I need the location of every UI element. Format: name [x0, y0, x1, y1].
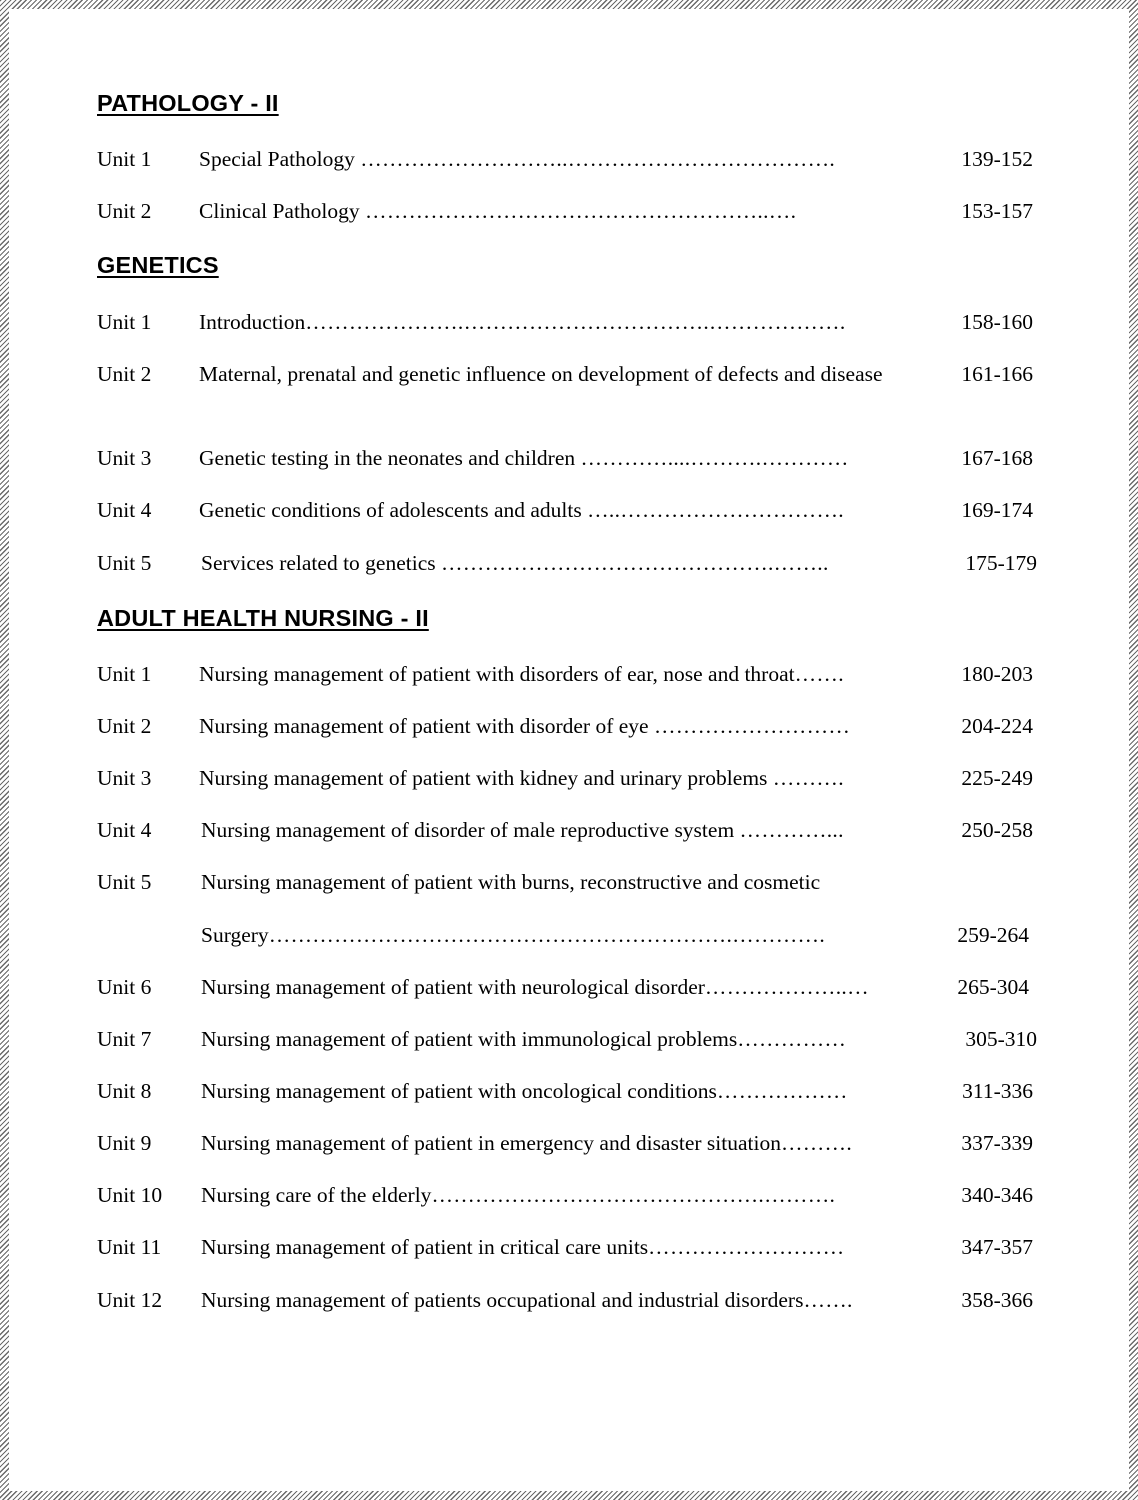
page-range: 259-264 — [957, 923, 1029, 947]
leader-dots: ……. — [794, 662, 844, 686]
leader-dots: …………… — [737, 1027, 847, 1051]
unit-title: Clinical Pathology ………………………………………………..…. — [199, 199, 797, 223]
unit-title: Nursing management of patient with oncological conditions……………… — [201, 1079, 848, 1103]
unit-number: Unit 12 — [97, 1288, 163, 1312]
unit-number: Unit 4 — [97, 818, 152, 842]
unit-number: Unit 3 — [97, 446, 152, 470]
section-heading-adult-health-nursing: ADULT HEALTH NURSING - II — [97, 605, 429, 631]
unit-title: Nursing management of patient in emergency and disaster situation………. — [201, 1131, 853, 1155]
leader-dots: ……………… — [716, 1079, 848, 1103]
leader-dots: …………....……….………… — [580, 446, 849, 470]
unit-title: Nursing management of patient with burns, reconstructive and cosmetic — [201, 870, 821, 894]
toc-entry — [9, 1075, 1129, 1107]
leader-dots: ……………………………………………………….…………. — [268, 923, 826, 947]
unit-title: Nursing management of disorder of male reproductive system …………... — [201, 818, 844, 842]
page-range: 169-174 — [961, 498, 1033, 522]
toc-entry — [9, 442, 1129, 474]
page-range: 347-357 — [961, 1235, 1033, 1259]
toc-entry — [9, 358, 1129, 390]
section-heading-genetics: GENETICS — [97, 252, 219, 278]
page-range: 337-339 — [961, 1131, 1033, 1155]
unit-number: Unit 7 — [97, 1027, 152, 1051]
toc-entry — [9, 762, 1129, 794]
page-range: 161-166 — [961, 362, 1033, 386]
unit-number: Unit 2 — [97, 714, 152, 738]
leader-dots: ……………………… — [648, 1235, 845, 1259]
leader-dots: ……………………………………….…….. — [441, 551, 829, 575]
toc-entry — [9, 1179, 1129, 1211]
page-range: 250-258 — [961, 818, 1033, 842]
toc-entry — [9, 710, 1129, 742]
unit-title: Nursing management of patient with disorder of eye ……………………… — [199, 714, 851, 738]
unit-title: Nursing care of the elderly……………………………………….………. — [201, 1183, 836, 1207]
unit-title: Special Pathology ………………………..………………………………. — [199, 147, 836, 171]
unit-number: Unit 8 — [97, 1079, 152, 1103]
leader-dots: ……. — [803, 1288, 853, 1312]
unit-title: Services related to genetics ……………………………………….…….. — [201, 551, 829, 575]
unit-number: Unit 4 — [97, 498, 152, 522]
unit-title: Maternal, prenatal and genetic influence on development of defects and disease — [199, 362, 883, 386]
page-range: 175-179 — [965, 551, 1037, 575]
toc-entry — [9, 195, 1129, 227]
unit-title: Nursing management of patient with kidney and urinary problems ………. — [199, 766, 844, 790]
page-range: 204-224 — [961, 714, 1033, 738]
unit-number: Unit 6 — [97, 975, 152, 999]
unit-number: Unit 2 — [97, 362, 152, 386]
document-page — [9, 9, 1129, 1491]
leader-dots: ………………..… — [704, 975, 869, 999]
unit-title: Nursing management of patient in critical care units……………………… — [201, 1235, 845, 1259]
leader-dots: ………………………………………………..…. — [365, 199, 797, 223]
unit-number: Unit 1 — [97, 662, 152, 686]
unit-title: Nursing management of patients occupational and industrial disorders……. — [201, 1288, 853, 1312]
unit-number: Unit 3 — [97, 766, 152, 790]
page-range: 167-168 — [961, 446, 1033, 470]
page-range: 311-336 — [962, 1079, 1033, 1103]
toc-entry — [9, 814, 1129, 846]
unit-title: Nursing management of patient with neurological disorder………………..… — [201, 975, 869, 999]
toc-entry — [9, 866, 1129, 898]
toc-entry — [9, 547, 1129, 579]
unit-title: Nursing management of patient with immunological problems…………… — [201, 1027, 847, 1051]
toc-entry — [9, 143, 1129, 175]
toc-entry — [9, 1231, 1129, 1263]
page-range: 139-152 — [961, 147, 1033, 171]
toc-entry — [9, 306, 1129, 338]
toc-entry — [9, 658, 1129, 690]
unit-title: Genetic testing in the neonates and children …………....……….………… — [199, 446, 849, 470]
leader-dots: ………. — [772, 766, 844, 790]
unit-number: Unit 2 — [97, 199, 152, 223]
page-range: 265-304 — [957, 975, 1029, 999]
toc-entry — [9, 971, 1129, 1003]
toc-entry-continuation — [9, 919, 1129, 951]
toc-entry — [9, 1127, 1129, 1159]
leader-dots: ………………………..………………………………. — [360, 147, 836, 171]
toc-entry — [9, 1023, 1129, 1055]
page-range: 340-346 — [961, 1183, 1033, 1207]
section-heading-pathology: PATHOLOGY - II — [97, 90, 279, 116]
page-range: 180-203 — [961, 662, 1033, 686]
unit-title: Genetic conditions of adolescents and adults …..…………………………. — [199, 498, 844, 522]
unit-number: Unit 5 — [97, 870, 152, 894]
leader-dots: ……………………………………….………. — [431, 1183, 836, 1207]
page-range: 225-249 — [961, 766, 1033, 790]
toc-entry — [9, 494, 1129, 526]
leader-dots: ……………………… — [653, 714, 851, 738]
page-range: 358-366 — [961, 1288, 1033, 1312]
toc-entry — [9, 1284, 1129, 1316]
page-range: 158-160 — [961, 310, 1033, 334]
unit-number: Unit 9 — [97, 1131, 152, 1155]
unit-number: Unit 5 — [97, 551, 152, 575]
leader-dots: …..…………………………. — [587, 498, 844, 522]
unit-number: Unit 10 — [97, 1183, 163, 1207]
unit-number: Unit 1 — [97, 310, 152, 334]
unit-number: Unit 1 — [97, 147, 152, 171]
unit-title: Nursing management of patient with disorders of ear, nose and throat……. — [199, 662, 844, 686]
page-range: 153-157 — [961, 199, 1033, 223]
unit-title: Introduction………………….…………………………….………………. — [199, 310, 846, 334]
unit-number: Unit 11 — [97, 1235, 162, 1259]
unit-title: Surgery……………………………………………………….…………. — [201, 923, 826, 947]
page-range: 305-310 — [965, 1027, 1037, 1051]
leader-dots: …………... — [739, 818, 844, 842]
leader-dots: ………. — [780, 1131, 853, 1155]
leader-dots: ………………….…………………………….………………. — [305, 310, 846, 334]
